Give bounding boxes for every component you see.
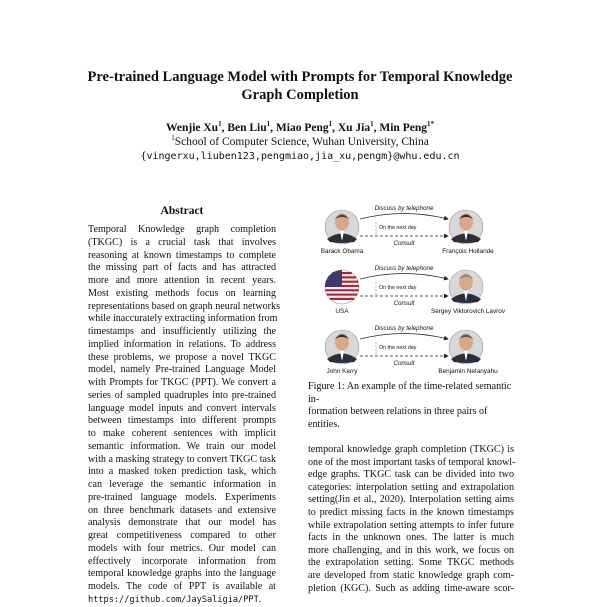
author-name: Ben Liu	[227, 122, 267, 134]
abstract-line: language model inputs and convert intervals	[88, 402, 276, 414]
left-entity-image-stripe	[325, 289, 358, 291]
abstract-line: into a masked token prediction task, which	[88, 466, 276, 478]
abstract-line: models. The code of PPT is available at	[88, 581, 276, 592]
body-line: the extrapolation setting. Some TKGC methods	[308, 557, 514, 569]
right-entity-portrait	[449, 210, 483, 244]
affiliation-superscript: 1	[171, 134, 175, 143]
author-list: Wenjie Xu$^1$, Ben Liu$^1$, Miao Peng$^1$, Xu Jia$^1$, Min Peng$^{1*}$	[166, 120, 434, 134]
time-label: On the next day	[379, 285, 417, 291]
time-label: On the next day	[379, 345, 417, 351]
relation-label-top: Discuss by telephone	[374, 205, 434, 212]
body-line: to predict missing facts in the known timestamps	[308, 506, 514, 518]
body-line: temporal knowledge graph completion (TKGC) is	[308, 444, 514, 455]
abstract-line: to make coherent sentences with implicit	[88, 428, 276, 439]
abstract-line: while inaccurately extracting information from	[88, 313, 278, 325]
relation-arrow-top	[360, 334, 448, 340]
author-superscript: 1	[328, 120, 333, 129]
paper-title	[0, 68, 600, 104]
abstract-line: pre-trained language models. Experiments	[88, 491, 276, 503]
abstract-line: more and more attention in recent years.	[88, 275, 276, 286]
code-link[interactable]: https://github.com/JaySaligia/PPT	[88, 594, 259, 605]
abstract-line: temporal knowledge graphs into the language	[88, 568, 276, 580]
body-line: facts in the unknown ones. The latter is much	[308, 532, 514, 544]
abstract-line	[88, 594, 276, 607]
abstract-line: reasoning at known timestamps to complete	[88, 249, 276, 261]
abstract-line: (TKGC) is a crucial task that involves	[88, 236, 276, 248]
relation-arrow-top	[360, 274, 448, 280]
relation-label-bottom: Consult	[393, 240, 415, 247]
affiliation	[0, 136, 600, 148]
abstract-body	[88, 224, 280, 607]
intro-paragraph	[308, 444, 514, 595]
body-line: edge graphs. TKGC task can be divided into two	[308, 469, 514, 481]
abstract-line: effectively incorporate information from	[88, 555, 276, 567]
author-superscript: 1*	[426, 120, 434, 129]
left-entity-label: Barack Obama	[320, 248, 364, 255]
affiliation-text: School of Computer Science, Wuhan University, China	[174, 136, 429, 148]
abstract-line: representations based on graph neural networks	[88, 300, 280, 312]
left-entity-image-stripe	[327, 294, 357, 296]
abstract-line: model, namely Pre-trained Language Model	[88, 364, 276, 376]
abstract-line: between timestamps into different prompts	[88, 415, 276, 427]
author-superscript: 1	[266, 120, 271, 129]
left-entity-image	[325, 270, 359, 304]
author-name: Wenjie Xu	[166, 122, 219, 134]
time-label: On the next day	[379, 225, 417, 231]
body-line: pletion (KGC). Such as adding time-aware scor-	[308, 582, 514, 594]
right-entity-portrait	[449, 270, 483, 304]
body-line: setting(Jin et al., 2020). Interpolation setting aims	[308, 494, 514, 506]
abstract-line: the missing part of facts and has attracted	[88, 262, 276, 274]
left-entity-image-stripe	[330, 298, 354, 300]
body-line: are developed from static knowledge graph com-	[308, 569, 514, 581]
abstract-line: with Prompts for TKGC (PPT). We convert a	[88, 377, 276, 388]
left-entity-image-canton	[325, 270, 342, 287]
abstract-line: can leverage the semantic information in	[88, 479, 276, 490]
right-entity-portrait	[449, 330, 483, 364]
right-entity-label: François Hollande	[442, 248, 494, 255]
relation-label-top: Discuss by telephone	[374, 325, 434, 332]
abstract-line: semantic information. We train our model	[88, 440, 276, 452]
title-line-2: Graph Completion	[241, 87, 359, 103]
abstract-line: Temporal Knowledge graph completion	[88, 224, 276, 235]
left-entity-label: USA	[335, 308, 349, 315]
abstract-line: these problems, we propose a novel TKGC	[88, 351, 276, 363]
figure-caption	[308, 381, 514, 431]
author-superscript: 1	[370, 120, 374, 129]
relation-label-bottom: Consult	[393, 300, 415, 307]
abstract-line: timestamps and insufficiently utilizing the	[88, 326, 276, 337]
author-name: Miao Peng	[275, 122, 329, 134]
left-entity-portrait	[325, 330, 359, 364]
caption-line: Figure 1: An example of the time-related semantic in-	[308, 381, 512, 405]
left-entity-label: John Kerry	[326, 368, 358, 375]
body-line: categories: interpolation setting and extrapolation	[308, 481, 514, 493]
email-line: {vingerxu,liuben123,pengmiao,jia_xu,pengm}@whu.edu.cn	[140, 151, 460, 162]
body-line: while extrapolation setting attempts to infer future	[308, 519, 514, 531]
abstract-line: Most existing methods focus on learning	[88, 287, 276, 299]
relation-arrow-top	[360, 214, 448, 220]
right-entity-label: Benjamin Netanyahu	[438, 368, 498, 375]
body-line: more challenging, and in this work, we focus on	[308, 544, 514, 556]
title-line-1: Pre-trained Language Model with Prompts for Temporal Knowledge	[87, 69, 513, 85]
abstract-line: models with four metrics. Our model can	[88, 542, 276, 554]
abstract-line: series of sampled quadruples into pre-trained	[88, 389, 276, 401]
abstract-line: great competitiveness compared to other	[88, 530, 276, 541]
relation-label-top: Discuss by telephone	[374, 265, 434, 272]
author-name: Min Peng	[379, 122, 427, 134]
left-entity-portrait	[325, 210, 359, 244]
figure-1	[306, 200, 512, 380]
right-entity-label: Sergey Viktorovich Lavrov	[430, 308, 506, 315]
code-link-suffix: .	[258, 593, 262, 605]
author-superscript: 1	[218, 120, 222, 129]
abstract-line: analysis demonstrate that our model has	[88, 517, 276, 529]
abstract-line: on three benchmark datasets and extensive	[88, 504, 276, 516]
abstract-line: implied information in relations. To address	[88, 338, 276, 350]
abstract-heading: Abstract	[160, 205, 204, 217]
abstract-line: with a masking strategy to convert TKGC task	[88, 453, 276, 465]
body-line: one of the most important tasks of temporal knowl-	[308, 456, 516, 468]
author-name: Xu Jia	[337, 122, 371, 134]
relation-label-bottom: Consult	[393, 360, 415, 367]
caption-line: formation between relations in three pairs of entities.	[308, 406, 488, 430]
